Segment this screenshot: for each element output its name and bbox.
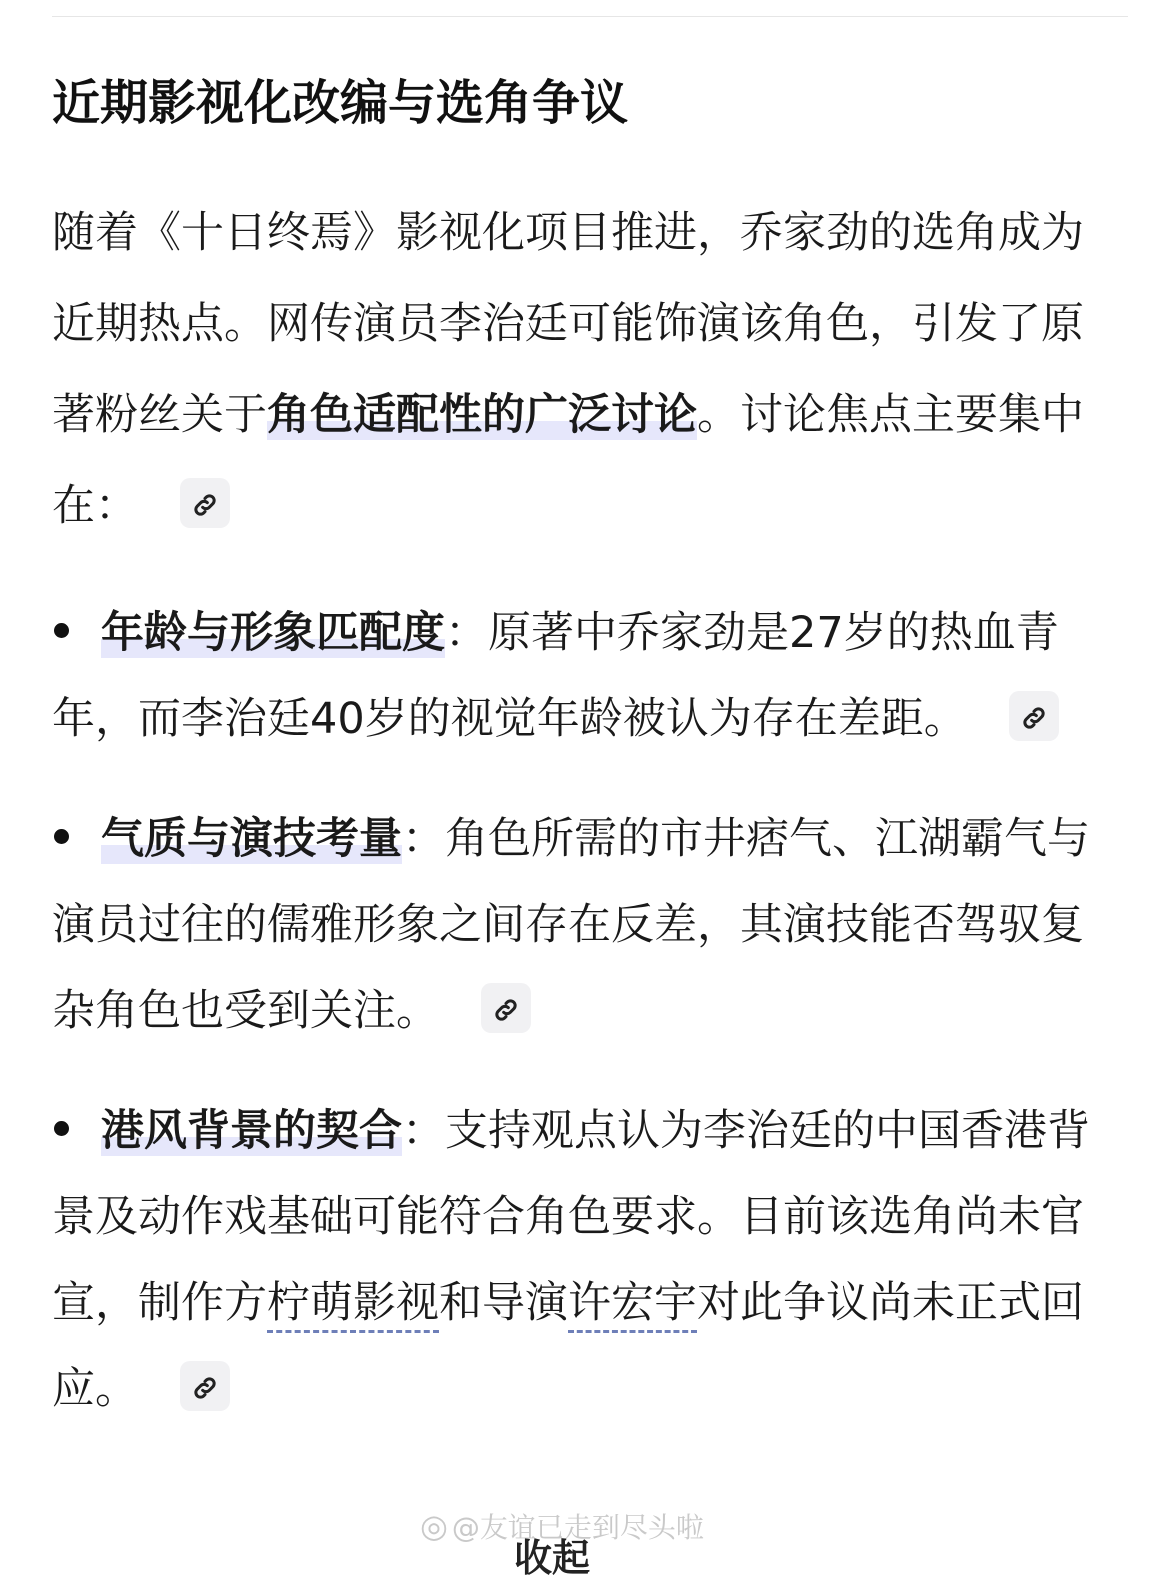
topic-body-middle: 和导演 [439, 1278, 568, 1328]
watermark-text: @友谊已走到尽头啦 [451, 1511, 704, 1544]
citation-link-button[interactable] [481, 983, 531, 1033]
director-link[interactable]: 许宏宇 [568, 1278, 697, 1333]
topic-body: ：支持观点认为李治廷的中国香港背景及动作戏基础可能符合角色要求。目前该选角尚未官宣，制作方 [52, 1106, 1090, 1328]
topic-title: 年龄与形象匹配度 [101, 608, 445, 658]
link-icon [1020, 704, 1048, 732]
studio-link[interactable]: 柠萌影视 [267, 1278, 439, 1333]
intro-text-tail: 。讨论焦点主要集中在： [52, 390, 1084, 531]
intro-highlight: 角色适配性的广泛讨论 [267, 390, 697, 440]
topic-body: ：角色所需的市井痞气、江湖霸气与演员过往的儒雅形象之间存在反差，其演技能否驾驭复杂角色也受到关注。 [52, 814, 1090, 1036]
citation-link-button[interactable] [1009, 691, 1059, 741]
link-icon [191, 491, 219, 519]
bullet-icon [54, 1121, 69, 1136]
list-item [52, 590, 1122, 762]
topic-title: 港风背景的契合 [101, 1106, 402, 1156]
top-divider [52, 16, 1128, 17]
topic-list [52, 590, 1122, 1432]
collapse-button[interactable]: 收起 [514, 1536, 591, 1580]
intro-text: 随着《十日终焉》影视化项目推进，乔家劲的选角成为近期热点。网传演员李治廷可能饰演该角色，引发了原著粉丝关于 [52, 208, 1084, 440]
bullet-icon [54, 829, 69, 844]
answer-section [52, 66, 1122, 1466]
intro-paragraph [52, 188, 1122, 552]
list-item [52, 1088, 1122, 1432]
section-heading: 近期影视化改编与选角争议 [52, 75, 629, 131]
topic-body: ：原著中乔家劲是27岁的热血青年，而李治廷40岁的视觉年龄被认为存在差距。 [52, 608, 1059, 744]
topic-title: 气质与演技考量 [101, 814, 402, 864]
weibo-icon: ◎ [420, 1507, 448, 1545]
topic-body-tail: 对此争议尚未正式回应。 [52, 1278, 1084, 1414]
link-icon [492, 996, 520, 1024]
list-item [52, 796, 1122, 1054]
bullet-icon [54, 623, 69, 638]
citation-link-button[interactable] [180, 478, 230, 528]
citation-link-button[interactable] [180, 1361, 230, 1411]
link-icon [191, 1374, 219, 1402]
